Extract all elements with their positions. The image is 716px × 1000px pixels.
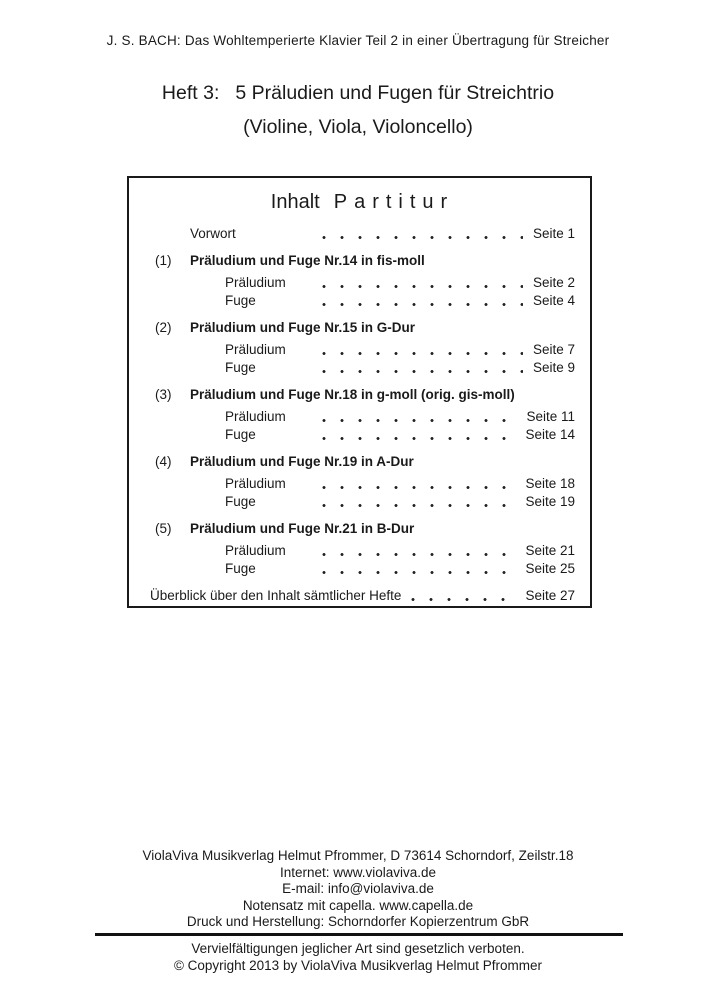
page-ref: Seite 4: [532, 293, 575, 308]
toc-box: [127, 176, 592, 608]
page-ref: Seite 14: [525, 427, 575, 442]
dot-leader: [322, 302, 523, 307]
entry-label: Fuge: [225, 293, 256, 308]
section-title: Präludium und Fuge Nr.14 in fis-moll: [190, 253, 425, 268]
dot-leader: [322, 485, 515, 490]
toc-heading: [150, 189, 575, 216]
toc-heading-word1: Inhalt: [270, 191, 320, 213]
dot-leader: [322, 369, 523, 374]
publisher-line: Notensatz mit capella. www.capella.de: [242, 897, 474, 913]
section-title-row: [150, 453, 575, 471]
main-title: [0, 76, 716, 110]
section-title: Präludium und Fuge Nr.19 in A-Dur: [190, 454, 414, 469]
page-ref: Seite 7: [532, 342, 575, 357]
entry-label: Präludium: [225, 476, 286, 491]
section-title-row: [150, 319, 575, 337]
dot-leader: [322, 418, 516, 423]
toc-row: [150, 475, 575, 493]
toc-heading-word2: Partitur: [333, 191, 455, 213]
title-main: 5 Präludien und Fugen für Streichtrio: [235, 82, 555, 104]
entry-label: Überblick über den Inhalt sämtlicher Hefte: [150, 588, 402, 603]
entry-label: Präludium: [225, 342, 286, 357]
publisher-line: Internet: www.violaviva.de: [279, 864, 437, 880]
publisher-line: ViolaViva Musikverlag Helmut Pfrommer, D 73614 Schorndorf, Zeilstr.18: [142, 848, 574, 863]
page-ref: Seite 21: [525, 543, 575, 558]
main-title-block: [0, 76, 716, 144]
entry-label: Präludium: [225, 409, 286, 424]
section-title: Präludium und Fuge Nr.15 in G-Dur: [190, 320, 416, 335]
page-ref: Seite 1: [532, 226, 575, 241]
toc-row: [150, 542, 575, 560]
page-ref: Seite 11: [526, 409, 575, 424]
section-title: Präludium und Fuge Nr.18 in g-moll (orig. gis-moll): [190, 387, 515, 402]
dot-leader: [322, 503, 515, 508]
toc-row: [150, 274, 575, 292]
entry-label: Präludium: [225, 275, 286, 290]
publisher-block: [0, 848, 716, 931]
page-ref: Seite 19: [525, 494, 575, 509]
page-ref: Seite 9: [532, 360, 575, 375]
toc-row: [150, 426, 575, 444]
toc-section: [150, 319, 575, 377]
entry-label: Fuge: [225, 360, 256, 375]
entry-label: Fuge: [225, 427, 256, 442]
section-number: (2): [155, 320, 172, 335]
section-title-row: [150, 386, 575, 404]
legal-line: Vervielfältigungen jeglicher Art sind gesetzlich verboten.: [191, 941, 525, 956]
toc-row: [150, 493, 575, 511]
dot-leader: [322, 552, 515, 557]
toc-row-overview: [150, 587, 575, 605]
section-number: (1): [155, 253, 172, 268]
page-ref: Seite 18: [525, 476, 575, 491]
entry-label: Fuge: [225, 494, 256, 509]
toc-row: [150, 341, 575, 359]
toc-row-vorwort: [150, 225, 575, 243]
dot-leader: [322, 235, 523, 240]
toc-row: [150, 408, 575, 426]
dot-leader: [322, 436, 515, 441]
publisher-line: E-mail: info@violaviva.de: [282, 881, 434, 896]
dot-leader: [322, 351, 523, 356]
entry-label: Vorwort: [190, 226, 236, 241]
section-title-row: [150, 520, 575, 538]
dot-leader: [322, 284, 523, 289]
publisher-line: Druck und Herstellung: Schorndorfer Kopierzentrum GbR: [186, 914, 530, 929]
page-ref: Seite 27: [525, 588, 575, 603]
entry-label: Präludium: [225, 543, 286, 558]
page-header: J. S. BACH: Das Wohltemperierte Klavier Teil 2 in einer Übertragung für Streicher: [106, 33, 610, 48]
section-number: (3): [155, 387, 172, 402]
page-ref: Seite 25: [525, 561, 575, 576]
dot-leader: [411, 597, 515, 602]
toc-section: [150, 386, 575, 444]
section-title: Präludium und Fuge Nr.21 in B-Dur: [190, 521, 415, 536]
toc-section: [150, 252, 575, 310]
section-number: (4): [155, 454, 172, 469]
legal-block: [0, 941, 716, 974]
toc-row: [150, 560, 575, 578]
section-number: (5): [155, 521, 172, 536]
entry-label: Fuge: [225, 561, 256, 576]
toc-row: [150, 292, 575, 310]
subtitle: (Violine, Viola, Violoncello): [243, 116, 473, 138]
toc-row: [150, 359, 575, 377]
separator-rule: [95, 933, 623, 936]
title-prefix: Heft 3:: [161, 82, 220, 104]
copyright-line: © Copyright 2013 by ViolaViva Musikverlag Helmut Pfrommer: [173, 957, 543, 973]
page-ref: Seite 2: [532, 275, 575, 290]
dot-leader: [322, 570, 515, 575]
section-title-row: [150, 252, 575, 270]
toc-section: [150, 453, 575, 511]
toc-section: [150, 520, 575, 578]
